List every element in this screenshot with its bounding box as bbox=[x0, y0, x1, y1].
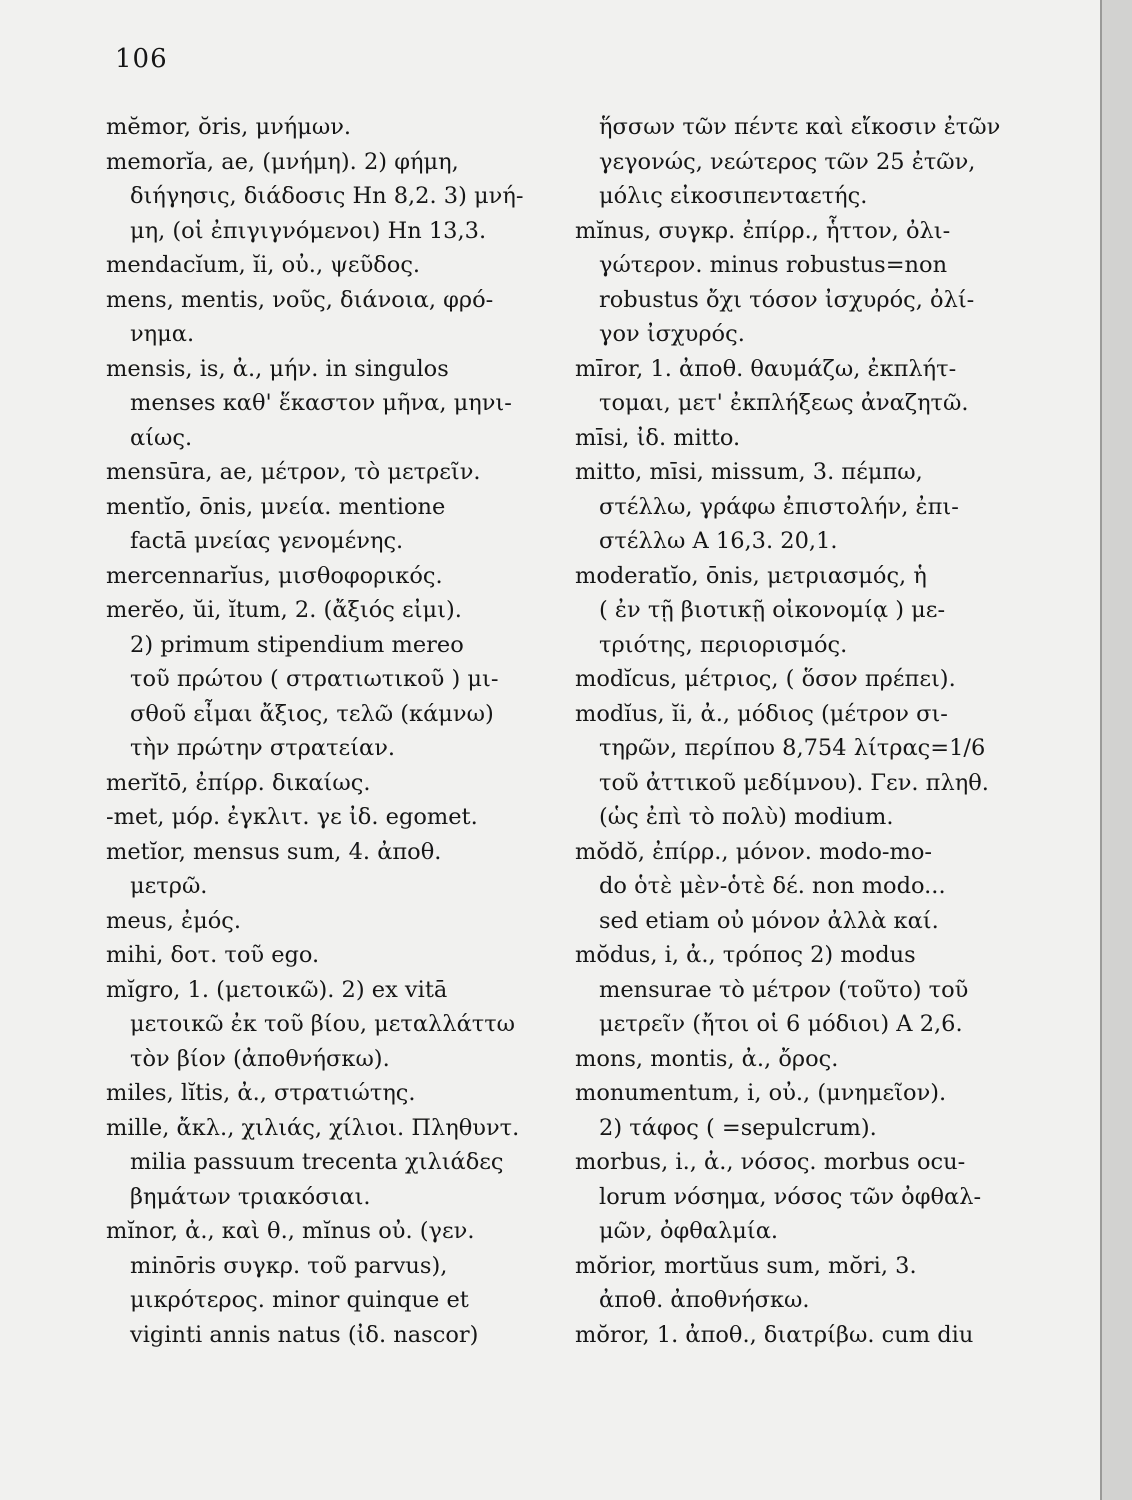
entry-line: mitto, mīsi, missum, 3. πέμπω, bbox=[575, 459, 923, 485]
entry-line: mens, mentis, νοῦς, διάνοια, φρό- bbox=[106, 286, 494, 313]
entry-line: διήγησις, διάδοσις Hn 8,2. 3) μνή- bbox=[130, 183, 524, 209]
entry-line: ( ἐν τῇ βιοτικῇ οἰκονομίᾳ ) με- bbox=[599, 597, 946, 623]
entry-line: mŏdus, i, ἀ., τρόπος 2) modus bbox=[575, 942, 916, 968]
entry-line: mendacĭum, ĭi, οὐ., ψεῦδος. bbox=[106, 252, 421, 278]
entry-line: merĭtō, ἐπίρρ. δικαίως. bbox=[106, 769, 371, 796]
entry-line: γον ἰσχυρός. bbox=[599, 321, 745, 347]
entry-line: μετοικῶ ἐκ τοῦ βίου, μεταλλάττω bbox=[130, 1011, 516, 1037]
entry-line: mensurae τὸ μέτρον (τοῦτο) τοῦ bbox=[599, 976, 969, 1003]
entry-line: στέλλω, γράφω ἐπιστολήν, ἐπι- bbox=[599, 493, 959, 520]
entry-line: memorĭa, ae, (μνήμη). 2) φήμη, bbox=[106, 148, 459, 175]
entry-line: στέλλω A 16,3. 20,1. bbox=[599, 528, 838, 554]
entry-line: γώτερον. minus robustus=non bbox=[599, 252, 948, 278]
entry-line: milia passuum trecenta χιλιάδες bbox=[130, 1149, 504, 1175]
entry-line: τοῦ ἀττικοῦ μεδίμνου). Γεν. πληθ. bbox=[599, 769, 989, 796]
page-edge bbox=[1100, 0, 1132, 1500]
entry-line: μετρῶ. bbox=[130, 873, 208, 899]
entry-line: morbus, i., ἀ., νόσος. morbus ocu- bbox=[575, 1149, 966, 1175]
entry-line: lorum νόσημα, νόσος τῶν ὀφθαλ- bbox=[599, 1183, 982, 1210]
entry-line: viginti annis natus (ἰδ. nascor) bbox=[130, 1321, 479, 1348]
entry-line: mĭnus, συγκρ. ἐπίρρ., ἧττον, ὀλι- bbox=[575, 217, 951, 244]
entry-line: factā μνείας γενομένης. bbox=[130, 528, 404, 554]
entry-line: modĭcus, μέτριος, ( ὅσον πρέπει). bbox=[575, 666, 956, 692]
entry-line: mĕmor, ŏris, μνήμων. bbox=[106, 114, 352, 140]
entry-line: mŏror, 1. ἀποθ., διατρίβω. cum diu bbox=[575, 1321, 974, 1348]
entry-line: meus, ἐμός. bbox=[106, 907, 241, 934]
entry-line: μη, (οἱ ἐπιγιγνόμενοι) Hn 13,3. bbox=[130, 217, 487, 244]
entry-line: modĭus, ĭi, ἀ., μόδιος (μέτρον σι- bbox=[575, 700, 948, 727]
entry-line: mercennarĭus, μισθοφορικός. bbox=[106, 562, 443, 589]
entry-line: mensis, is, ἀ., μήν. in singulos bbox=[106, 355, 449, 382]
entry-line: μετρεῖν (ἤτοι οἱ 6 μόδιοι) A 2,6. bbox=[599, 1011, 963, 1037]
entry-line: monumentum, i, οὐ., (μνημεῖον). bbox=[575, 1080, 947, 1106]
entry-line: -met, μόρ. ἐγκλιτ. γε ἰδ. egomet. bbox=[106, 804, 478, 830]
entry-line: merĕo, ŭi, ĭtum, 2. (ἄξιός εἰμι). bbox=[106, 597, 462, 623]
entry-line: μόλις εἰκοσιπενταετής. bbox=[599, 183, 868, 209]
entry-line: νημα. bbox=[130, 321, 195, 347]
entry-line: minōris συγκρ. τοῦ parvus), bbox=[130, 1252, 448, 1279]
entry-line: mĭnor, ἀ., καὶ θ., mĭnus οὐ. (γεν. bbox=[106, 1218, 475, 1244]
entry-line: (ὡς ἐπὶ τὸ πολὺ) modium. bbox=[599, 804, 894, 830]
entry-line: mentĭo, ōnis, μνεία. mentione bbox=[106, 493, 446, 520]
entry-line: mŏdŏ, ἐπίρρ., μόνον. modo-mo- bbox=[575, 838, 933, 865]
entry-line: mīror, 1. ἀποθ. θαυμάζω, ἐκπλήτ- bbox=[575, 355, 957, 382]
entry-line: ἥσσων τῶν πέντε καὶ εἴκοσιν ἐτῶν bbox=[599, 114, 1000, 140]
entry-line: βημάτων τριακόσιαι. bbox=[130, 1183, 371, 1210]
entry-line: do ὁτὲ μὲν-ὁτὲ δέ. non modo... bbox=[599, 873, 946, 899]
entry-line: mihi, δοτ. τοῦ ego. bbox=[106, 942, 320, 968]
page-number: 106 bbox=[115, 44, 168, 74]
entry-line: robustus ὄχι τόσον ἰσχυρός, ὀλί- bbox=[599, 286, 975, 313]
left-column bbox=[106, 110, 546, 1352]
entry-line: metĭor, mensus sum, 4. ἀποθ. bbox=[106, 838, 442, 865]
right-column bbox=[575, 110, 1000, 1352]
entry-line: μικρότερος. minor quinque et bbox=[130, 1287, 469, 1313]
entry-line: mille, ἄκλ., χιλιάς, χίλιοι. Πληθυντ. bbox=[106, 1114, 520, 1141]
entry-line: μῶν, ὀφθαλμία. bbox=[599, 1218, 779, 1244]
entry-line: mīsi, ἰδ. mitto. bbox=[575, 424, 741, 451]
entry-line: mŏrior, mortŭus sum, mŏri, 3. bbox=[575, 1252, 917, 1279]
entry-line: mensūra, ae, μέτρον, τὸ μετρεῖν. bbox=[106, 459, 481, 485]
entry-line: sed etiam οὐ μόνον ἀλλὰ καί. bbox=[599, 907, 939, 934]
entry-line: τριότης, περιορισμός. bbox=[599, 631, 848, 658]
entry-line: 2) τάφος ( =sepulcrum). bbox=[599, 1114, 877, 1141]
entry-line: αίως. bbox=[130, 424, 193, 451]
entry-line: miles, lĭtis, ἀ., στρατιώτης. bbox=[106, 1080, 416, 1106]
entry-line: 2) primum stipendium mereo bbox=[130, 631, 464, 658]
entry-line: menses καθ' ἕκαστον μῆνα, μηνι- bbox=[130, 390, 512, 416]
entry-line: mĭgro, 1. (μετοικῶ). 2) ex vitā bbox=[106, 976, 448, 1003]
entry-line: ἀποθ. ἀποθνήσκω. bbox=[599, 1287, 810, 1313]
entry-line: τηρῶν, περίπου 8,754 λίτρας=1/6 bbox=[599, 735, 986, 761]
entry-line: moderatĭo, ōnis, μετριασμός, ἡ bbox=[575, 562, 927, 589]
entry-line: τοῦ πρώτου ( στρατιωτικοῦ ) μι- bbox=[130, 666, 499, 692]
entry-line: τὸν βίον (ἀποθνήσκω). bbox=[130, 1045, 390, 1072]
entry-line: τὴν πρώτην στρατείαν. bbox=[130, 735, 396, 761]
entry-line: σθοῦ εἶμαι ἄξιος, τελῶ (κάμνω) bbox=[130, 700, 494, 727]
entry-line: τομαι, μετ' ἐκπλήξεως ἀναζητῶ. bbox=[599, 390, 969, 416]
entry-line: γεγονώς, νεώτερος τῶν 25 ἐτῶν, bbox=[599, 148, 976, 175]
entry-line: mons, montis, ἀ., ὄρος. bbox=[575, 1045, 839, 1072]
